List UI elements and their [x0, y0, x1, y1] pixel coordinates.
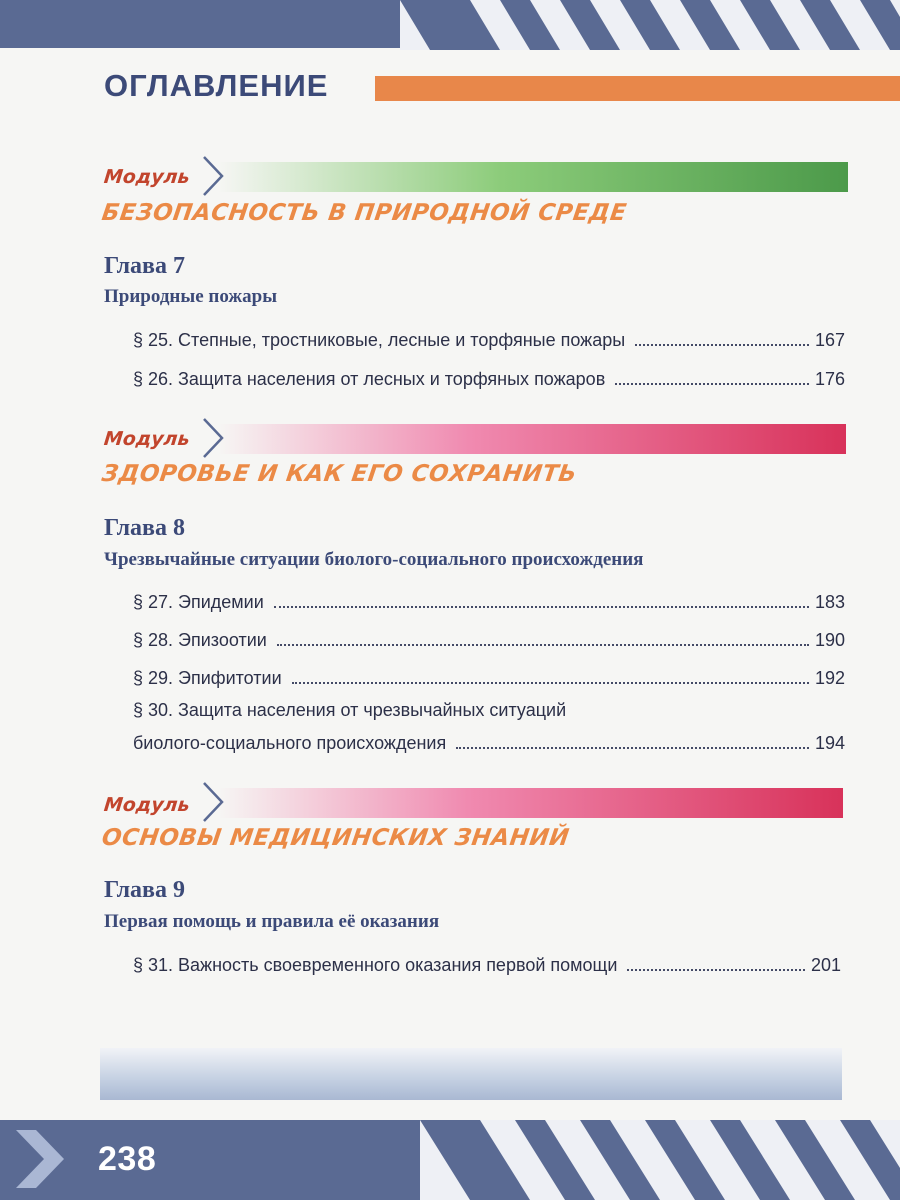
leader-dots	[274, 605, 809, 608]
module-title: ОСНОВЫ МЕДИЦИНСКИХ ЗНАНИЙ	[100, 825, 571, 851]
toc-entry-page: 190	[814, 630, 845, 650]
module-accent-bar	[218, 162, 848, 192]
module-label: Модуль	[102, 428, 191, 450]
chapter-number: Глава 7	[104, 253, 185, 279]
top-decorative-band	[0, 0, 900, 50]
chevron-right-icon	[12, 1126, 72, 1192]
title-accent-bar	[375, 76, 900, 101]
toc-entry[interactable]	[133, 325, 845, 351]
page-number: 238	[98, 1140, 157, 1178]
chapter-number: Глава 8	[104, 515, 185, 541]
toc-entry-page: 194	[814, 733, 845, 753]
toc-entry[interactable]	[133, 663, 845, 689]
page-title: ОГЛАВЛЕНИЕ	[104, 68, 329, 103]
module-title: БЕЗОПАСНОСТЬ В ПРИРОДНОЙ СРЕДЕ	[100, 200, 629, 226]
chapter-title: Чрезвычайные ситуации биолого-социального происхождения	[104, 549, 644, 570]
toc-entry-text: § 31. Важность своевременного оказания первой помощи	[133, 955, 618, 975]
toc-entry-text: § 28. Эпизоотии	[133, 630, 267, 650]
leader-dots	[277, 643, 809, 646]
toc-entry-page: 183	[814, 592, 845, 612]
bottom-decorative-gradient	[100, 1048, 842, 1100]
toc-entry-text: § 26. Защита населения от лесных и торфяных пожаров	[133, 369, 606, 389]
leader-dots	[615, 382, 809, 385]
toc-entry[interactable]	[133, 587, 845, 613]
toc-entry[interactable]	[133, 950, 841, 976]
leader-dots	[635, 343, 809, 346]
toc-entry-page: 201	[810, 955, 841, 975]
toc-entry-page: 167	[814, 330, 845, 350]
toc-entry-page: 192	[814, 668, 845, 688]
leader-dots	[456, 746, 809, 749]
toc-entry[interactable]	[133, 728, 845, 754]
toc-entry-text-line1[interactable]: § 30. Защита населения от чрезвычайных ситуаций	[133, 700, 567, 720]
toc-entry-text: биолого-социального происхождения	[133, 733, 447, 753]
toc-entry-text: § 27. Эпидемии	[133, 592, 264, 612]
toc-entry-text: § 29. Эпифитотии	[133, 668, 282, 688]
module-accent-bar	[218, 424, 846, 454]
module-label: Модуль	[102, 794, 191, 816]
chapter-title: Первая помощь и правила её оказания	[104, 911, 440, 932]
toc-entry-page: 176	[814, 369, 845, 389]
module-label: Модуль	[102, 166, 191, 188]
chapter-number: Глава 9	[104, 877, 185, 903]
toc-entry[interactable]	[133, 364, 845, 390]
module-title: ЗДОРОВЬЕ И КАК ЕГО СОХРАНИТЬ	[100, 461, 579, 487]
leader-dots	[292, 681, 809, 684]
leader-dots	[627, 968, 805, 971]
module-accent-bar	[218, 788, 843, 818]
toc-entry[interactable]	[133, 625, 845, 651]
chapter-title: Природные пожары	[104, 286, 278, 307]
toc-entry-text: § 25. Степные, тростниковые, лесные и торфяные пожары	[133, 330, 626, 350]
